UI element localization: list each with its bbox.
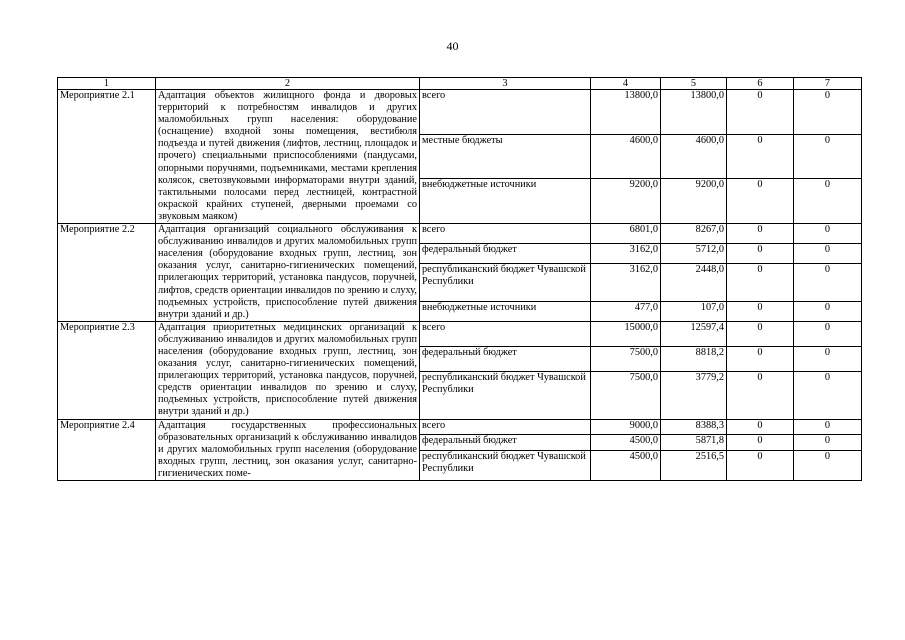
event-description: Адаптация государственных профессиональных образовательных организаций к обслуживанию инвалидов и других маломобильных групп населения (оборудование входных групп, лестниц, зон оказания услуг, санитарно-гигиенических поме- [156,419,420,480]
plan-value: 9000,0 [591,419,661,435]
col6-value: 0 [727,321,794,346]
funding-source: местные бюджеты [420,134,591,179]
plan-value: 4600,0 [591,134,661,179]
plan-value: 3162,0 [591,243,661,263]
actual-value: 3779,2 [661,371,727,419]
funding-source: республиканский бюджет Чувашской Республики [420,263,591,301]
funding-source: всего [420,419,591,435]
header-row [58,78,862,90]
actual-value: 13800,0 [661,90,727,135]
funding-source: федеральный бюджет [420,243,591,263]
actual-value: 8388,3 [661,419,727,435]
plan-value: 15000,0 [591,321,661,346]
plan-value: 13800,0 [591,90,661,135]
actual-value: 5871,8 [661,435,727,451]
col7-value: 0 [794,224,862,244]
col6-value: 0 [727,301,794,321]
col6-value: 0 [727,243,794,263]
funding-source: внебюджетные источники [420,301,591,321]
funding-source: республиканский бюджет Чувашской Республики [420,371,591,419]
funding-source: всего [420,321,591,346]
plan-value: 9200,0 [591,179,661,224]
col7-value: 0 [794,321,862,346]
col-header-6: 6 [727,78,794,90]
plan-value: 7500,0 [591,371,661,419]
event-name: Мероприятие 2.3 [58,321,156,419]
col-header-3: 3 [420,78,591,90]
event-description: Адаптация объектов жилищного фонда и дворовых территорий к потребностям инвалидов и других маломобильных групп населения: оборудование (оснащение) входной зоны помещения, вестибюля подъезда и путей движения (лифтов, лестниц, площадок и прочего) специальными приспособлениями (пандусами, опорными поручнями, подъемниками, местами крепления колясок, светозвуковыми информаторами внутри зданий, тактильными полосами перед лестницей, контрастной окраской крайних ступеней, дверными проемами со звуковым маяком) [156,90,420,224]
col-header-5: 5 [661,78,727,90]
event-name: Мероприятие 2.1 [58,90,156,224]
actual-value: 2448,0 [661,263,727,301]
col7-value: 0 [794,435,862,451]
col6-value: 0 [727,134,794,179]
col7-value: 0 [794,419,862,435]
col6-value: 0 [727,224,794,244]
col-header-2: 2 [156,78,420,90]
col7-value: 0 [794,371,862,419]
col6-value: 0 [727,263,794,301]
page-number: 40 [446,39,459,53]
plan-value: 477,0 [591,301,661,321]
col7-value: 0 [794,134,862,179]
col7-value: 0 [794,346,862,371]
actual-value: 9200,0 [661,179,727,224]
funding-source: всего [420,224,591,244]
table-row [58,321,862,346]
funding-source: всего [420,90,591,135]
plan-value: 4500,0 [591,435,661,451]
budget-table [57,77,862,481]
plan-value: 7500,0 [591,346,661,371]
col7-value: 0 [794,90,862,135]
col6-value: 0 [727,450,794,480]
actual-value: 8818,2 [661,346,727,371]
actual-value: 12597,4 [661,321,727,346]
col-header-4: 4 [591,78,661,90]
col6-value: 0 [727,435,794,451]
col6-value: 0 [727,371,794,419]
col7-value: 0 [794,243,862,263]
table-row [58,419,862,435]
col-header-7: 7 [794,78,862,90]
funding-source: внебюджетные источники [420,179,591,224]
funding-source: федеральный бюджет [420,346,591,371]
event-description: Адаптация приоритетных медицинских организаций к обслуживанию инвалидов и других маломобильных групп населения (оборудование входных групп, лестниц, зон оказания услуг, санитарно-гигиенических помещений, прилегающих территорий, установка пандусов, поручней, средств ориентации инвалидов по зрению и слуху, подъемных устройств, приспособление путей движения внутри зданий и др.) [156,321,420,419]
col6-value: 0 [727,346,794,371]
actual-value: 107,0 [661,301,727,321]
actual-value: 5712,0 [661,243,727,263]
col-header-1: 1 [58,78,156,90]
col6-value: 0 [727,90,794,135]
event-name: Мероприятие 2.4 [58,419,156,480]
actual-value: 2516,5 [661,450,727,480]
funding-source: республиканский бюджет Чувашской Республики [420,450,591,480]
col6-value: 0 [727,179,794,224]
col7-value: 0 [794,450,862,480]
col6-value: 0 [727,419,794,435]
col7-value: 0 [794,301,862,321]
actual-value: 4600,0 [661,134,727,179]
table-row [58,224,862,244]
table-row [58,90,862,135]
plan-value: 6801,0 [591,224,661,244]
plan-value: 4500,0 [591,450,661,480]
plan-value: 3162,0 [591,263,661,301]
actual-value: 8267,0 [661,224,727,244]
event-description: Адаптация организаций социального обслуживания к обслуживанию инвалидов и других маломобильных групп населения (оборудование входных групп, лестниц, зон оказания услуг, санитарно-гигиенических помещений, прилегающих территорий, установка пандусов, поручней, лифтов, средств ориентации инвалидов по зрению и слуху, подъемных устройств, приспособление путей движения внутри зданий и др.) [156,224,420,322]
col7-value: 0 [794,263,862,301]
funding-source: федеральный бюджет [420,435,591,451]
col7-value: 0 [794,179,862,224]
event-name: Мероприятие 2.2 [58,224,156,322]
